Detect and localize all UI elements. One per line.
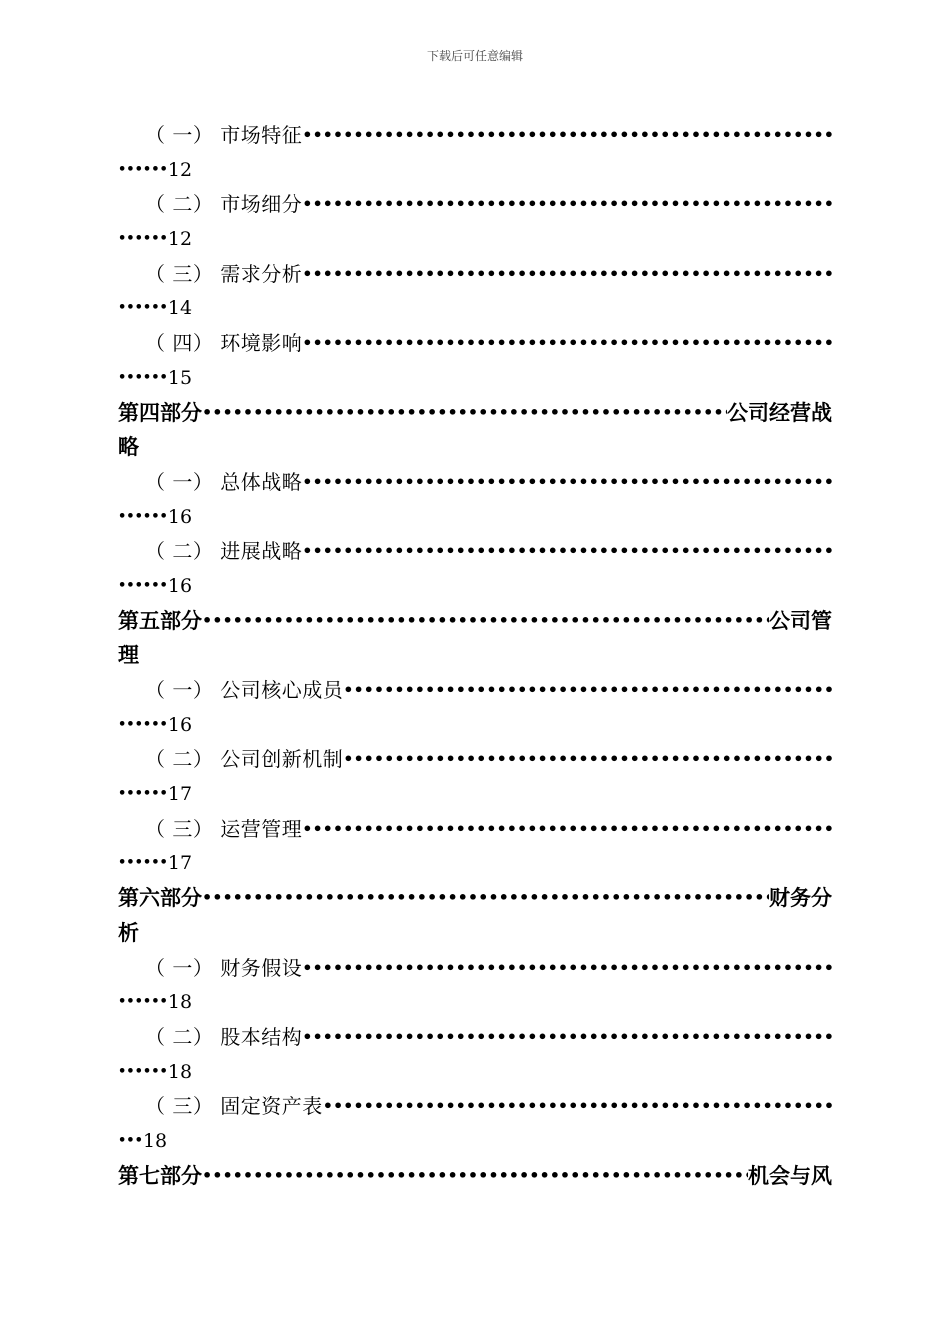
toc-dot-leader-tail: •••••• — [118, 577, 168, 593]
toc-page-number: 12 — [167, 228, 193, 251]
toc-dot-leader-tail: •••••• — [118, 300, 168, 316]
toc-page-ref[interactable] — [118, 291, 832, 326]
toc-line — [118, 812, 832, 847]
toc-entry-label: （ 二） 市场细分 — [145, 192, 303, 217]
toc-line — [118, 604, 832, 639]
toc-line — [118, 881, 832, 916]
toc-section-entry[interactable] — [118, 465, 832, 500]
toc-dot-leader — [302, 1020, 832, 1055]
toc-line-continuation — [118, 153, 832, 188]
toc-dot-leader — [302, 257, 832, 292]
toc-dot-leader — [302, 951, 832, 986]
toc-dot-leader — [302, 118, 832, 153]
toc-entry-label: （ 一） 财务假设 — [145, 955, 303, 980]
toc-line — [118, 465, 832, 500]
toc-page-ref[interactable] — [118, 985, 832, 1020]
toc-entry-title: 机会与风 — [748, 1163, 832, 1188]
toc-entry-title-wrap: 析 — [118, 920, 139, 945]
table-of-contents — [118, 118, 832, 1193]
toc-line-continuation — [118, 361, 832, 396]
toc-entry-title: 公司经营战 — [727, 400, 832, 425]
toc-line — [118, 1089, 832, 1124]
toc-page-ref[interactable] — [118, 1055, 832, 1090]
toc-entry-title-wrap: 理 — [118, 643, 139, 668]
toc-line-continuation — [118, 916, 832, 951]
toc-dot-leader-tail: •••••• — [118, 994, 168, 1010]
toc-entry-label: （ 三） 需求分析 — [145, 261, 303, 286]
toc-section-entry[interactable] — [118, 742, 832, 777]
toc-dot-leader — [202, 396, 727, 431]
toc-line-continuation — [118, 638, 832, 673]
toc-entry-label: 第七部分 — [118, 1163, 202, 1188]
toc-dot-leader — [343, 673, 832, 708]
toc-part-entry[interactable] — [118, 881, 832, 916]
toc-dot-leader — [302, 326, 832, 361]
toc-dot-leader — [302, 465, 832, 500]
toc-dot-leader-tail: •••••• — [118, 161, 168, 177]
toc-page-number: 17 — [167, 783, 193, 806]
toc-line — [118, 534, 832, 569]
toc-dot-leader-tail: •••••• — [118, 716, 168, 732]
toc-line-continuation — [118, 1055, 832, 1090]
toc-page-number: 17 — [167, 852, 193, 875]
toc-entry-title-wrap: 略 — [118, 435, 139, 460]
toc-page-ref[interactable] — [118, 708, 832, 743]
toc-page-number: 16 — [167, 505, 193, 528]
toc-page-number: 16 — [167, 574, 193, 597]
toc-dot-leader-tail: •••••• — [118, 786, 168, 802]
toc-dot-leader-tail: •••••• — [118, 1063, 168, 1079]
toc-line — [118, 118, 832, 153]
toc-line-continuation — [118, 430, 832, 465]
toc-dot-leader — [202, 881, 769, 916]
toc-page-number: 18 — [142, 1129, 168, 1152]
toc-entry-label: （ 三） 运营管理 — [145, 816, 303, 841]
toc-line — [118, 742, 832, 777]
toc-page-number: 12 — [167, 158, 193, 181]
toc-page-ref[interactable] — [118, 1124, 832, 1159]
toc-page-ref[interactable] — [118, 569, 832, 604]
toc-dot-leader-tail: •••••• — [118, 231, 168, 247]
toc-line-continuation — [118, 708, 832, 743]
toc-line-continuation — [118, 291, 832, 326]
toc-page-number: 14 — [167, 297, 193, 320]
toc-dot-leader — [302, 187, 832, 222]
toc-line-continuation — [118, 569, 832, 604]
toc-line-continuation — [118, 500, 832, 535]
toc-line — [118, 326, 832, 361]
toc-entry-label: （ 一） 公司核心成员 — [145, 678, 344, 702]
toc-line — [118, 951, 832, 986]
toc-part-entry[interactable] — [118, 604, 832, 639]
toc-dot-leader-tail: •••••• — [118, 508, 168, 524]
toc-dot-leader — [323, 1089, 832, 1124]
toc-part-entry[interactable] — [118, 396, 832, 431]
toc-section-entry[interactable] — [118, 1089, 832, 1124]
toc-dot-leader — [343, 742, 832, 777]
toc-line — [118, 257, 832, 292]
toc-page-number: 15 — [167, 366, 193, 389]
toc-entry-title: 财务分 — [769, 886, 832, 911]
toc-entry-label: （ 一） 总体战略 — [145, 469, 303, 494]
toc-entry-label: （ 三） 固定资产表 — [145, 1094, 323, 1119]
toc-line — [118, 1020, 832, 1055]
toc-entry-label: （ 一） 市场特征 — [145, 123, 303, 147]
toc-page-ref[interactable] — [118, 777, 832, 812]
toc-page-ref[interactable] — [118, 500, 832, 535]
toc-line-continuation — [118, 846, 832, 881]
toc-dot-leader — [302, 812, 832, 847]
toc-page-ref[interactable] — [118, 153, 832, 188]
toc-line — [118, 396, 832, 431]
toc-section-entry[interactable] — [118, 812, 832, 847]
toc-dot-leader-tail: •••••• — [118, 855, 168, 871]
toc-dot-leader-tail: ••• — [118, 1132, 143, 1148]
toc-line-continuation — [118, 777, 832, 812]
toc-entry-label: （ 二） 进展战略 — [145, 539, 303, 564]
toc-section-entry[interactable] — [118, 257, 832, 292]
toc-page-number: 18 — [167, 1060, 193, 1083]
toc-page-number: 16 — [167, 713, 193, 736]
toc-section-entry[interactable] — [118, 951, 832, 986]
toc-line — [118, 187, 832, 222]
toc-line-continuation — [118, 985, 832, 1020]
toc-line-continuation — [118, 1124, 832, 1159]
toc-dot-leader — [302, 534, 832, 569]
toc-dot-leader-tail: •••••• — [118, 369, 168, 385]
page-header: 下载后可任意编辑 — [426, 49, 523, 63]
toc-dot-leader — [202, 1159, 748, 1194]
toc-line — [118, 1159, 832, 1194]
toc-entry-label: 第四部分 — [118, 400, 202, 425]
toc-line-continuation — [118, 222, 832, 257]
toc-entry-title: 公司管 — [769, 608, 832, 633]
toc-section-entry[interactable] — [118, 326, 832, 361]
toc-page-number: 18 — [167, 991, 193, 1014]
toc-section-entry[interactable] — [118, 673, 832, 708]
toc-entry-label: 第六部分 — [118, 886, 202, 911]
toc-section-entry[interactable] — [118, 1020, 832, 1055]
toc-dot-leader — [202, 604, 769, 639]
toc-line — [118, 673, 832, 708]
toc-part-entry[interactable] — [118, 1159, 832, 1194]
toc-section-entry[interactable] — [118, 118, 832, 153]
toc-section-entry[interactable] — [118, 187, 832, 222]
toc-page-ref[interactable] — [118, 222, 832, 257]
toc-entry-label: （ 二） 股本结构 — [145, 1024, 303, 1049]
toc-page-ref[interactable] — [118, 361, 832, 396]
toc-section-entry[interactable] — [118, 534, 832, 569]
toc-entry-label: （ 四） 环境影响 — [145, 331, 303, 356]
toc-entry-label: （ 二） 公司创新机制 — [145, 747, 344, 772]
toc-entry-label: 第五部分 — [118, 608, 202, 633]
toc-page-ref[interactable] — [118, 846, 832, 881]
